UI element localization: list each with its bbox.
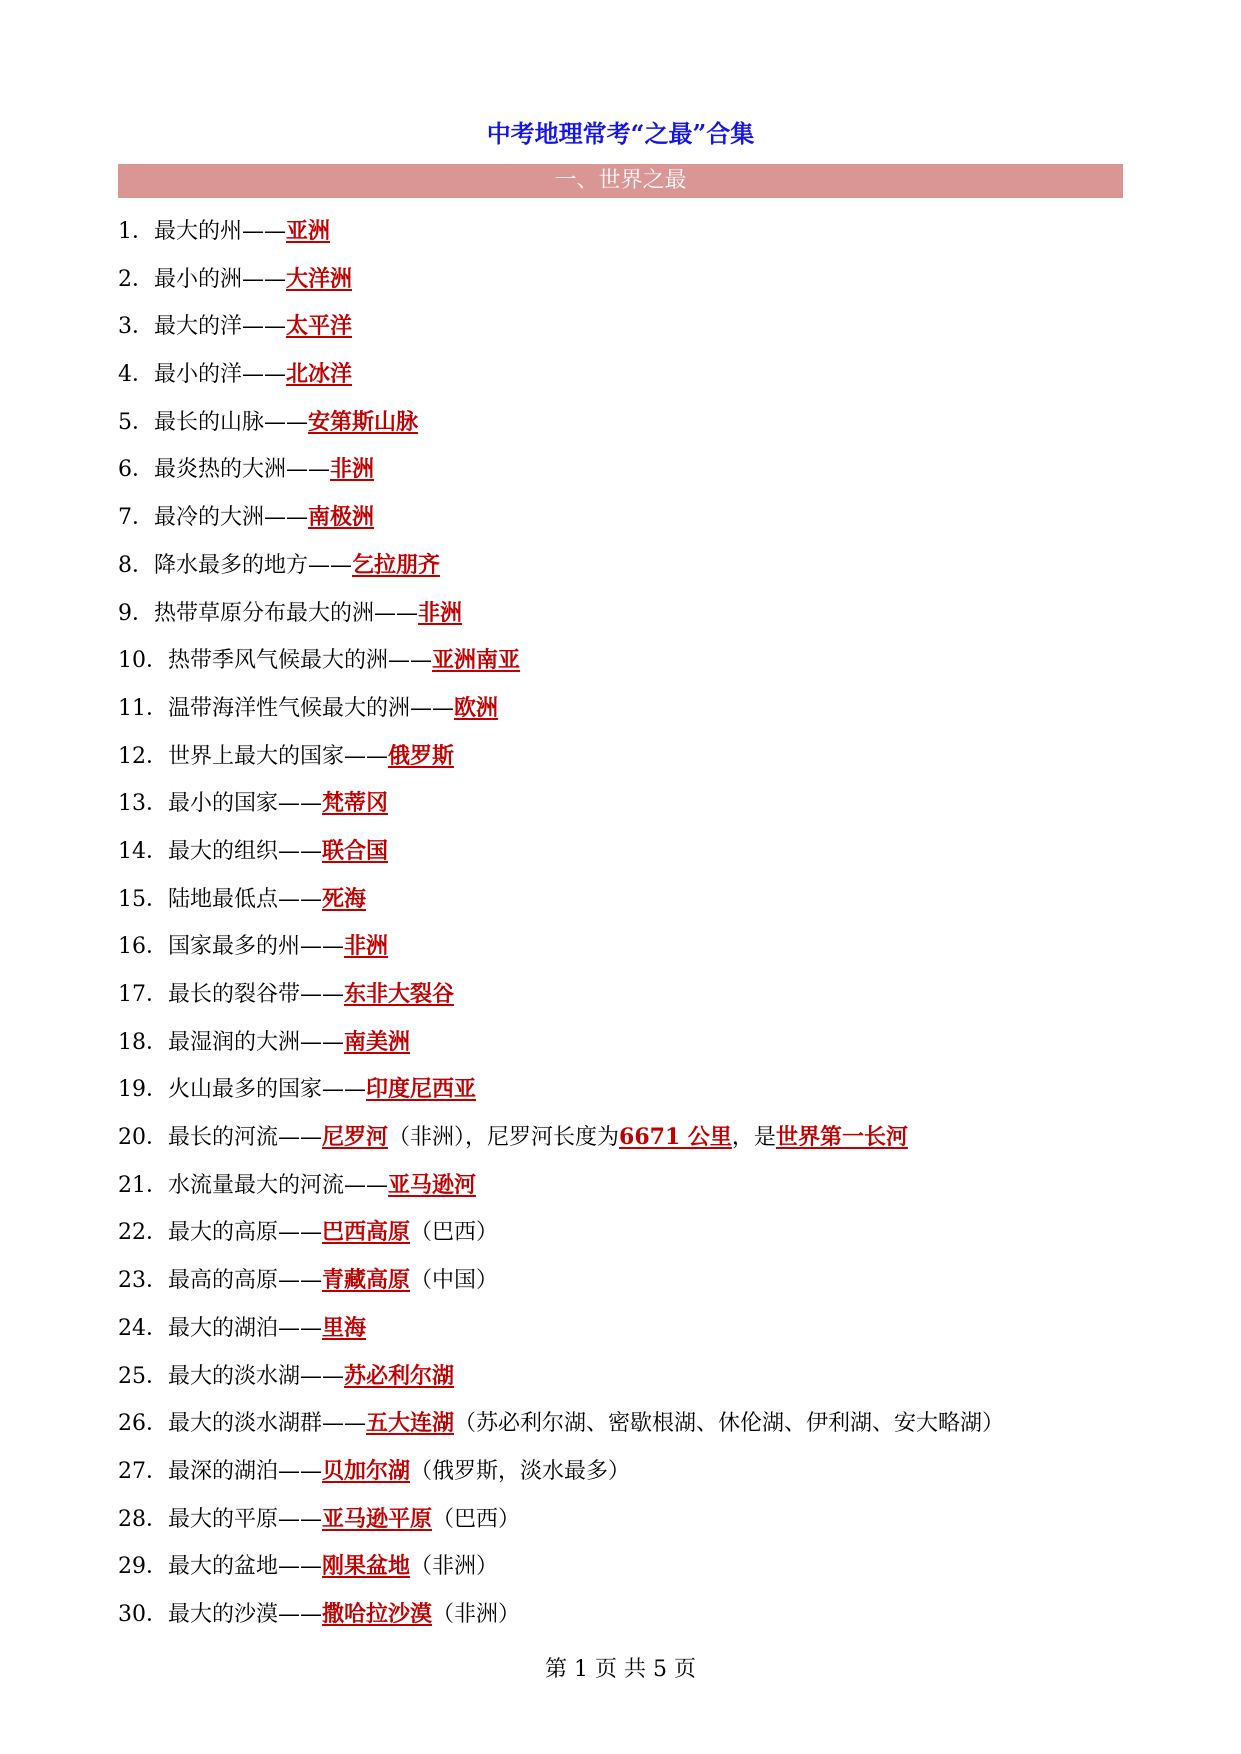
list-item: [118, 1166, 1128, 1214]
item-text: （巴西）: [410, 1220, 499, 1246]
list-item: [118, 1213, 1128, 1261]
item-text: 30．最大的沙漠——: [118, 1601, 322, 1627]
item-text: 12．世界上最大的国家——: [118, 743, 388, 769]
list-item: [118, 1023, 1128, 1071]
list-item: [118, 450, 1128, 498]
item-text: （中国）: [410, 1268, 499, 1294]
list-item: [118, 594, 1128, 642]
answer-highlight: 东非大裂谷: [344, 981, 455, 1007]
answer-highlight: 贝加尔湖: [322, 1457, 411, 1484]
answer-highlight: 五大连湖: [366, 1410, 455, 1437]
item-text: 20．最长的河流——: [118, 1125, 322, 1151]
item-text: （非洲），尼罗河长度为: [388, 1125, 620, 1151]
item-text: 4．最小的洋——: [118, 362, 286, 388]
list-item: [118, 403, 1128, 451]
list-item: [118, 1547, 1128, 1595]
item-text: 10．热带季风气候最大的洲——: [118, 648, 432, 674]
item-text: 21．水流量最大的河流——: [118, 1172, 388, 1198]
answer-highlight: 太平洋: [286, 313, 353, 340]
answer-highlight: 非洲: [418, 599, 463, 626]
answer-highlight: 印度尼西亚: [366, 1076, 477, 1103]
list-item: [118, 546, 1128, 594]
item-text: 3．最大的洋——: [118, 314, 286, 340]
answer-highlight: 青藏高原: [322, 1267, 411, 1294]
list-item: [118, 975, 1128, 1023]
list-item: [118, 1070, 1128, 1118]
answer-highlight: 安第斯山脉: [308, 408, 419, 435]
list-item: [118, 1118, 1128, 1166]
item-text: 16．国家最多的州——: [118, 934, 344, 960]
answer-highlight: 非洲: [330, 456, 375, 483]
list-item: [118, 832, 1128, 880]
item-text: 27．最深的湖泊——: [118, 1458, 322, 1484]
item-text: 2．最小的洲——: [118, 266, 286, 292]
answer-highlight: 巴西高原: [322, 1219, 411, 1246]
answer-highlight: 梵蒂冈: [322, 790, 389, 817]
list-item: [118, 307, 1128, 355]
answer-highlight: 北冰洋: [286, 361, 353, 388]
page-footer: 第 1 页 共 5 页: [545, 1657, 696, 1682]
list-item: [118, 641, 1128, 689]
answer-highlight: 大洋洲: [286, 265, 353, 292]
answer-highlight: 南极洲: [308, 504, 375, 531]
item-text: 25．最大的淡水湖——: [118, 1363, 344, 1389]
answer-highlight: 俄罗斯: [388, 742, 455, 769]
item-text: 24．最大的湖泊——: [118, 1315, 322, 1341]
item-text: 5．最长的山脉——: [118, 409, 308, 435]
item-text: （苏必利尔湖、密歇根湖、休伦湖、伊利湖、安大略湖）: [454, 1411, 1005, 1437]
answer-highlight: 乞拉朋齐: [352, 551, 441, 578]
item-text: 14．最大的组织——: [118, 838, 322, 864]
answer-highlight: 南美洲: [344, 1028, 411, 1055]
answer-highlight: 亚洲南亚: [432, 647, 521, 674]
answer-highlight: 亚马逊平原: [322, 1505, 433, 1532]
list-item: [118, 689, 1128, 737]
item-text: 19．火山最多的国家——: [118, 1077, 366, 1103]
item-text: （非洲）: [432, 1601, 521, 1627]
item-text: 23．最高的高原——: [118, 1268, 322, 1294]
item-text: 13．最小的国家——: [118, 791, 322, 817]
list-item: [118, 260, 1128, 308]
item-text: 6．最炎热的大洲——: [118, 457, 330, 483]
answer-highlight: 刚果盆地: [322, 1553, 411, 1580]
item-text: 18．最湿润的大洲——: [118, 1029, 344, 1055]
item-text: 28．最大的平原——: [118, 1506, 322, 1532]
section-banner: [118, 164, 1123, 198]
item-text: 1．最大的州——: [118, 219, 286, 244]
list-item: [118, 1261, 1128, 1309]
item-text: 15．陆地最低点——: [118, 886, 322, 912]
answer-highlight: 苏必利尔湖: [344, 1362, 455, 1389]
item-text: ，是: [731, 1125, 776, 1151]
answer-highlight: 尼罗河: [322, 1124, 389, 1151]
item-text: 22．最大的高原——: [118, 1220, 322, 1246]
answer-highlight: 撒哈拉沙漠: [322, 1600, 433, 1627]
section-heading: 一、世界之最: [554, 168, 687, 193]
answer-highlight: 非洲: [344, 933, 389, 960]
item-text: （非洲）: [410, 1554, 499, 1580]
item-text: （俄罗斯，淡水最多）: [410, 1458, 631, 1484]
list-item: [118, 737, 1128, 785]
answer-highlight: 世界第一长河: [775, 1124, 908, 1151]
item-text: 29．最大的盆地——: [118, 1554, 322, 1580]
list-item: [118, 498, 1128, 546]
list-item: [118, 880, 1128, 928]
list-item: [118, 355, 1128, 403]
answer-highlight: 联合国: [322, 837, 389, 864]
document-title: 中考地理常考“之最”合集: [486, 119, 755, 148]
list-item: [118, 1500, 1128, 1548]
list-item: [118, 1357, 1128, 1405]
item-text: （巴西）: [432, 1506, 521, 1532]
list-item: [118, 927, 1128, 975]
list-item: [118, 212, 1128, 260]
answer-highlight: 6671 公里: [619, 1124, 732, 1151]
fact-list: [118, 212, 1128, 1643]
answer-highlight: 死海: [322, 885, 367, 912]
item-text: 17．最长的裂谷带——: [118, 982, 344, 1007]
list-item: [118, 1309, 1128, 1357]
answer-highlight: 亚马逊河: [388, 1171, 477, 1198]
item-text: 8．降水最多的地方——: [118, 552, 352, 578]
list-item: [118, 1404, 1128, 1452]
answer-highlight: 亚洲: [286, 218, 331, 244]
list-item: [118, 1595, 1128, 1643]
item-text: 11．温带海洋性气候最大的洲——: [118, 695, 454, 721]
item-text: 7．最冷的大洲——: [118, 505, 308, 531]
answer-highlight: 欧洲: [454, 694, 499, 721]
list-item: [118, 784, 1128, 832]
answer-highlight: 里海: [322, 1314, 367, 1341]
item-text: 9．热带草原分布最大的洲——: [118, 600, 418, 626]
item-text: 26．最大的淡水湖群——: [118, 1411, 366, 1437]
list-item: [118, 1452, 1128, 1500]
